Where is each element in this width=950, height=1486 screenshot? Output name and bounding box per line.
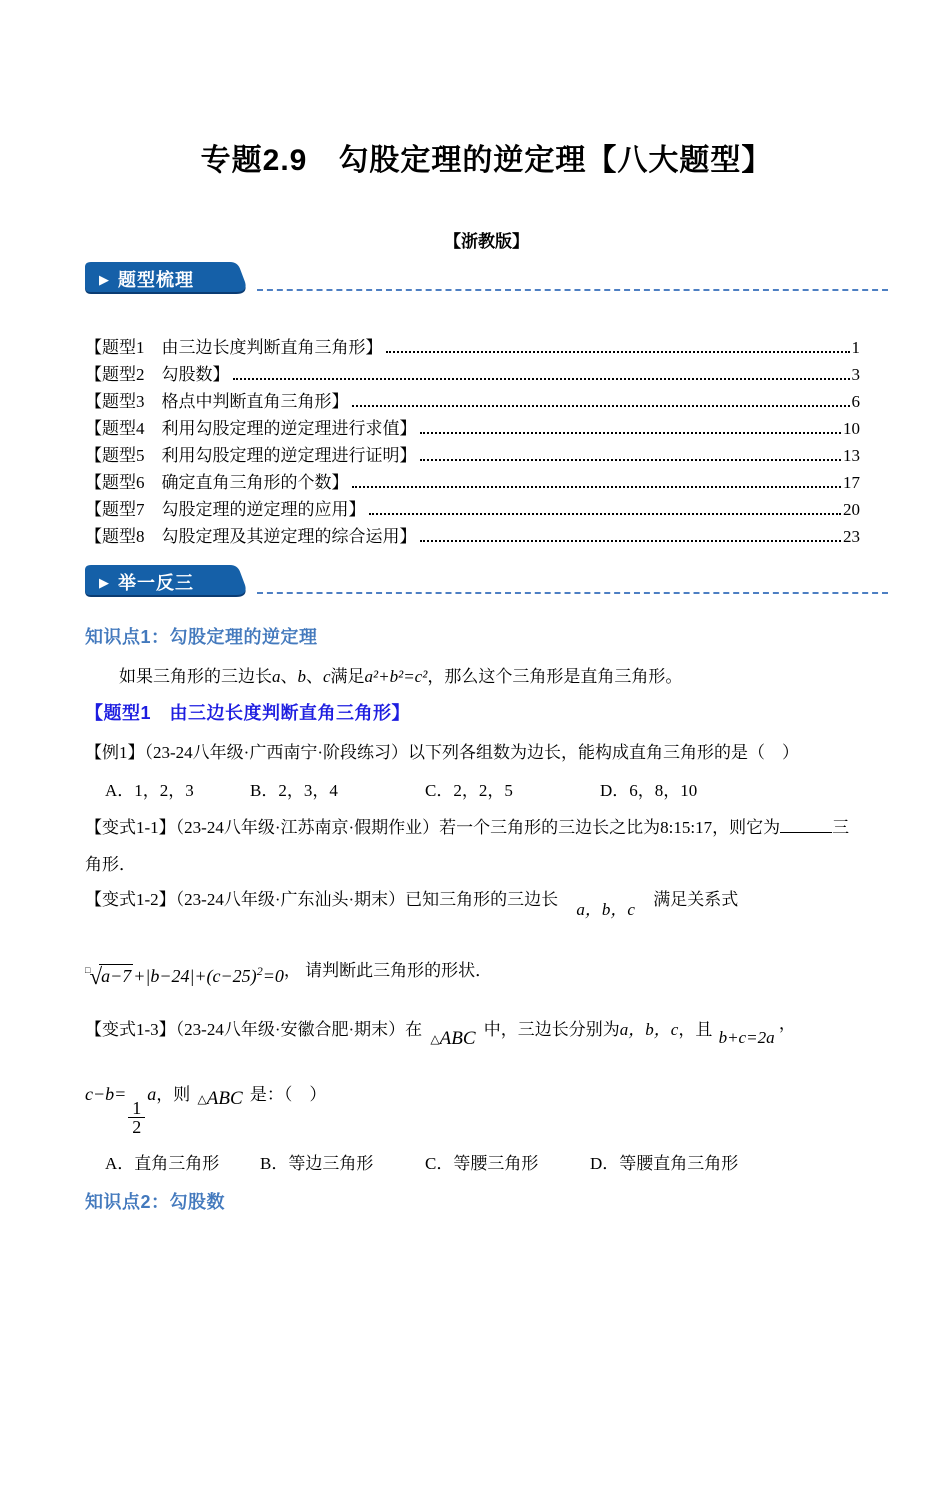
toc-leader-dots <box>420 540 842 542</box>
var-c: c <box>323 667 331 686</box>
root-index-box: □ <box>85 965 91 975</box>
problem-v11-line2: 角形． <box>85 855 136 874</box>
option-a <box>105 779 250 803</box>
play-icon: ▶ <box>99 271 110 287</box>
banner-dashed-rule <box>257 289 888 291</box>
option-d <box>590 1152 738 1176</box>
option-d <box>600 779 697 803</box>
problem-stem: ，且 <box>678 1020 713 1039</box>
var-a: a <box>147 1084 157 1104</box>
toc-leader-dots <box>386 351 850 353</box>
document-page <box>0 142 950 1214</box>
problem-stem: ，则 <box>156 1085 191 1104</box>
problem-ex1 <box>85 741 888 765</box>
problem-stem: 满足关系式 <box>653 890 739 909</box>
toc-page-number: 6 <box>851 392 860 411</box>
triangle-abc <box>198 1087 243 1111</box>
toc-item <box>85 415 888 442</box>
radicand: a−7 <box>101 966 132 986</box>
outline-banner-row <box>85 262 888 294</box>
option-label: C． <box>425 1154 454 1173</box>
triangle-name: ABC <box>206 1088 243 1109</box>
option-a <box>105 1152 260 1176</box>
outline-banner <box>85 262 251 294</box>
play-icon: ▶ <box>99 574 110 590</box>
page-title: 专题2.9 勾股定理的逆定理【八大题型】 <box>200 144 773 177</box>
toc-page-number: 13 <box>843 446 860 465</box>
option-label: D． <box>600 781 630 800</box>
practice-banner-label-wrap <box>99 569 194 595</box>
option-text: 2，2，5 <box>453 781 513 800</box>
toc-item-label: 【题型5 利用勾股定理的逆定理进行证明】 <box>85 446 417 465</box>
toc-item <box>85 523 888 550</box>
toc-page-number: 3 <box>851 365 860 384</box>
fraction-equation <box>85 1084 157 1137</box>
option-text: 等边三角形 <box>288 1154 374 1173</box>
option-text: 2，3，4 <box>278 781 338 800</box>
option-b <box>260 1152 425 1176</box>
side-variables: a，b，c <box>576 900 635 919</box>
toc-item-label: 【题型6 确定直角三角形的个数】 <box>85 473 349 492</box>
problem-tag: 【变式1-2】 <box>85 890 176 909</box>
table-of-contents <box>85 334 888 550</box>
problem-v12-formula-line <box>85 952 888 988</box>
edition-label: 【浙教版】 <box>444 232 529 251</box>
toc-page-number: 10 <box>843 419 860 438</box>
option-text: 1，2，3 <box>134 781 194 800</box>
comma: ， <box>778 1014 796 1033</box>
comma: ， <box>283 961 301 980</box>
practice-banner-label: 举一反三 <box>118 573 194 593</box>
toc-item <box>85 334 888 361</box>
problem-source: （23-24八年级·江苏南京·假期作业） <box>175 818 440 837</box>
option-b <box>250 779 425 803</box>
triangle-icon: △ <box>430 1032 440 1046</box>
triangle-abc <box>430 1027 475 1051</box>
problem-v13-line1 <box>85 1014 888 1049</box>
knowledge-point-1-body <box>85 665 888 689</box>
exponent: 2 <box>256 964 263 978</box>
practice-banner <box>85 565 251 597</box>
pythagorean-equation: a²+b²=c² <box>364 667 428 686</box>
option-c <box>425 779 600 803</box>
v13-options <box>85 1152 888 1176</box>
equation-lhs: c−b= <box>85 1084 127 1104</box>
kp1-text: 、 <box>280 667 298 686</box>
toc-item <box>85 388 888 415</box>
option-label: A． <box>105 1154 135 1173</box>
condition-equation: b+c=2a <box>718 1028 775 1047</box>
problem-stem: 若一个三角形的三边长之比为8:15:17，则它为 <box>439 818 781 837</box>
outline-banner-label: 题型梳理 <box>118 270 194 290</box>
toc-item <box>85 496 888 523</box>
problem-source: （23-24八年级·安徽合肥·期末） <box>175 1020 406 1039</box>
problem-source: （23-24八年级·广西南宁·阶段练习） <box>144 743 408 762</box>
toc-item-label: 【题型8 勾股定理及其逆定理的综合运用】 <box>85 527 417 546</box>
problem-stem: 三 <box>832 818 850 837</box>
toc-item <box>85 469 888 496</box>
problem-stem: 请判断此三角形的形状． <box>305 961 493 980</box>
problem-v12-line1 <box>85 888 888 919</box>
toc-leader-dots <box>420 459 842 461</box>
toc-leader-dots <box>352 405 850 407</box>
problem-stem: 中，三边长分别为 <box>483 1020 620 1039</box>
equation-middle: +|b−24|+(c−25) <box>133 966 257 986</box>
fraction-numerator: 1 <box>128 1099 145 1118</box>
problem-stem: 是：（ ） <box>249 1085 327 1104</box>
toc-item-label: 【题型4 利用勾股定理的逆定理进行求值】 <box>85 419 417 438</box>
option-text: 等腰直角三角形 <box>619 1154 739 1173</box>
option-text: 6，8，10 <box>629 781 698 800</box>
knowledge-point-2-heading: 知识点2：勾股数 <box>85 1192 226 1212</box>
kp1-text: ，那么这个三角形是直角三角形。 <box>427 667 683 686</box>
outline-banner-label-wrap <box>99 266 194 292</box>
problem-source: （23-24八年级·广东汕头·期末） <box>175 890 406 909</box>
problem-stem: 在 <box>405 1020 423 1039</box>
toc-item-label: 【题型3 格点中判断直角三角形】 <box>85 392 349 411</box>
toc-item <box>85 442 888 469</box>
kp1-text: 满足 <box>330 667 365 686</box>
option-label: D． <box>590 1154 620 1173</box>
toc-page-number: 1 <box>851 338 860 357</box>
toc-leader-dots <box>352 486 842 488</box>
option-text: 等腰三角形 <box>453 1154 539 1173</box>
toc-leader-dots <box>420 432 842 434</box>
toc-item-label: 【题型7 勾股定理的逆定理的应用】 <box>85 500 366 519</box>
problem-tag: 【变式1-3】 <box>85 1020 176 1039</box>
option-c <box>425 1152 590 1176</box>
ex1-options <box>85 779 888 803</box>
toc-page-number: 23 <box>843 527 860 546</box>
option-label: A． <box>105 781 135 800</box>
kp1-text: 、 <box>306 667 323 686</box>
triangle-icon: △ <box>197 1092 207 1106</box>
radical-equation <box>85 958 284 989</box>
toc-item-label: 【题型2 勾股数】 <box>85 365 230 384</box>
var-a: a <box>272 667 281 686</box>
answer-blank <box>780 818 832 833</box>
toc-page-number: 20 <box>843 500 860 519</box>
practice-banner-row <box>85 565 888 597</box>
triangle-name: ABC <box>439 1028 476 1049</box>
banner-dashed-rule <box>257 592 888 594</box>
toc-item <box>85 361 888 388</box>
var-b: b <box>297 667 306 686</box>
radical-sign: √ <box>89 964 103 989</box>
type-1-heading: 【题型1 由三边长度判断直角三角形】 <box>85 703 411 723</box>
option-label: B． <box>260 1154 289 1173</box>
option-text: 直角三角形 <box>134 1154 220 1173</box>
problem-stem: 已知三角形的三边长 <box>405 890 559 909</box>
equation-end: =0 <box>262 966 284 986</box>
problem-v11-line1 <box>85 816 888 840</box>
problem-tag: 【例1】 <box>85 743 145 762</box>
knowledge-point-1-heading: 知识点1：勾股定理的逆定理 <box>85 627 318 647</box>
option-label: C． <box>425 781 454 800</box>
option-label: B． <box>250 781 279 800</box>
problem-tag: 【变式1-1】 <box>85 818 176 837</box>
kp1-text: 如果三角形的三边长 <box>119 667 272 686</box>
side-variables: a，b，c <box>619 1020 679 1039</box>
toc-leader-dots <box>233 378 850 380</box>
problem-v13-line2 <box>85 1082 888 1137</box>
toc-item-label: 【题型1 由三边长度判断直角三角形】 <box>85 338 383 357</box>
toc-page-number: 17 <box>843 473 860 492</box>
fraction <box>126 1099 147 1136</box>
toc-leader-dots <box>369 513 842 515</box>
problem-stem: 以下列各组数为边长，能构成直角三角形的是（ ） <box>407 743 799 762</box>
fraction-denominator: 2 <box>132 1117 142 1137</box>
